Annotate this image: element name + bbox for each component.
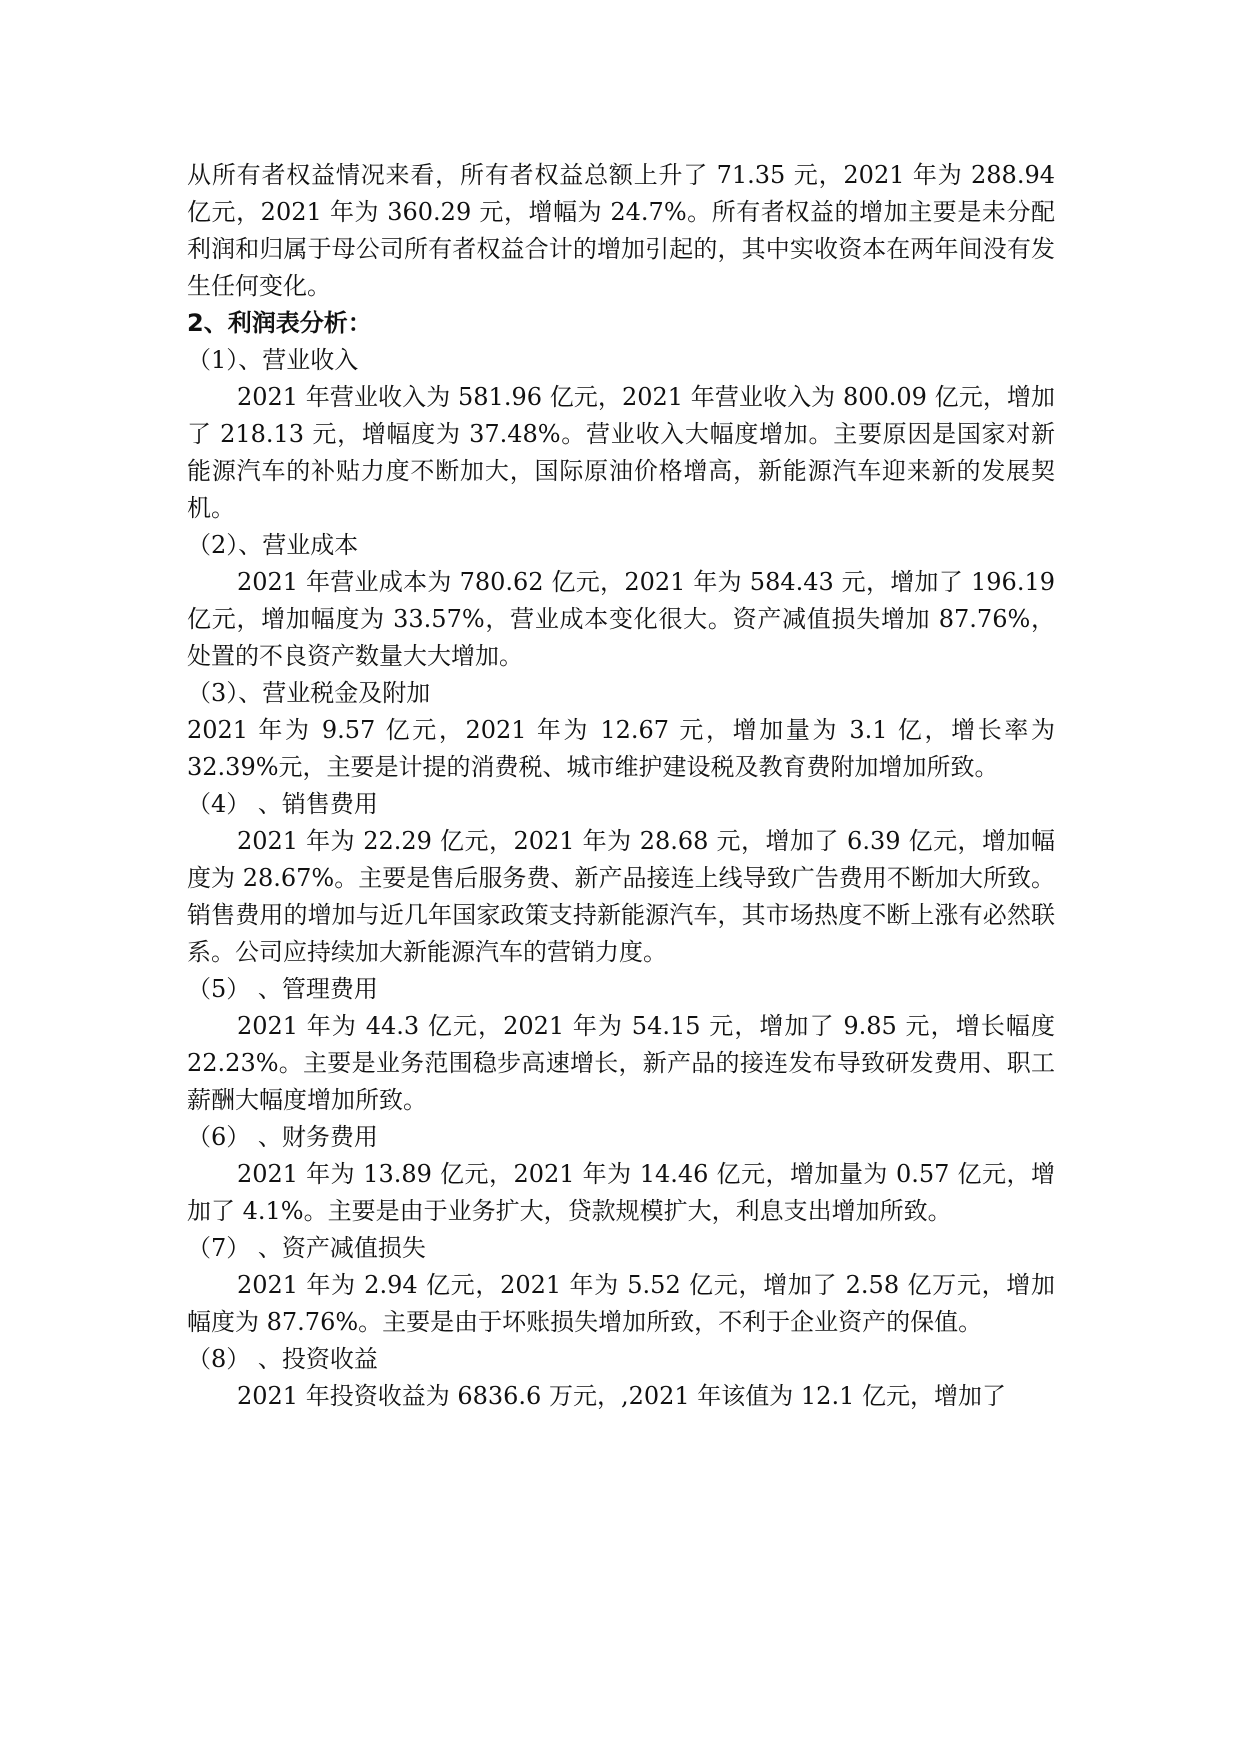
item-heading-7: （7） 、资产减值损失: [187, 1234, 426, 1262]
item-body-2: 2021 年营业成本为 780.62 亿元，2021 年为 584.43 元，增加了 196.19 亿元，增加幅度为 33.57%，营业成本变化很大。资产减值损失增加 87.76%，处置的不良资产数量大大增加。: [187, 568, 1055, 670]
item-heading-5: （5） 、管理费用: [187, 975, 378, 1003]
item-heading-4: （4） 、销售费用: [187, 790, 378, 818]
equity-paragraph: 从所有者权益情况来看，所有者权益总额上升了 71.35 元，2021 年为 288.94 亿元，2021 年为 360.29 元，增幅为 24.7%。所有者权益的增加主要是未分配利润和归属于母公司所有者权益合计的增加引起的，其中实收资本在两年间没有发生任何变化。: [187, 161, 1055, 300]
section-title: 2、利润表分析：: [187, 309, 372, 337]
item-heading-2: （2）、营业成本: [187, 531, 359, 559]
item-heading-3: （3）、营业税金及附加: [187, 679, 431, 707]
item-body-8: 2021 年投资收益为 6836.6 万元，,2021 年该值为 12.1 亿元，增加了: [237, 1382, 1006, 1410]
item-body-1: 2021 年营业收入为 581.96 亿元，2021 年营业收入为 800.09 亿元，增加了 218.13 元，增幅度为 37.48%。营业收入大幅度增加。主要原因是国家对新能源汽车的补贴力度不断加大，国际原油价格增高，新能源汽车迎来新的发展契机。: [187, 383, 1055, 522]
item-body-6: 2021 年为 13.89 亿元，2021 年为 14.46 亿元，增加量为 0.57 亿元，增加了 4.1%。主要是由于业务扩大，贷款规模扩大，利息支出增加所致。: [187, 1160, 1055, 1225]
item-body-4: 2021 年为 22.29 亿元，2021 年为 28.68 元，增加了 6.39 亿元，增加幅度为 28.67%。主要是售后服务费、新产品接连上线导致广告费用不断加大所致。销售费用的增加与近几年国家政策支持新能源汽车，其市场热度不断上涨有必然联系。公司应持续加大新能源汽车的营销力度。: [187, 827, 1055, 966]
item-body-3: 2021 年为 9.57 亿元，2021 年为 12.67 元，增加量为 3.1 亿，增长率为 32.39%元，主要是计提的消费税、城市维护建设税及教育费附加增加所致。: [187, 716, 1055, 781]
item-body-7: 2021 年为 2.94 亿元，2021 年为 5.52 亿元，增加了 2.58 亿万元，增加幅度为 87.76%。主要是由于坏账损失增加所致，不利于企业资产的保值。: [187, 1271, 1055, 1336]
item-heading-6: （6） 、财务费用: [187, 1123, 378, 1151]
page-content: [187, 157, 1055, 1415]
item-heading-8: （8） 、投资收益: [187, 1345, 378, 1373]
item-body-5: 2021 年为 44.3 亿元，2021 年为 54.15 元，增加了 9.85 元，增长幅度 22.23%。主要是业务范围稳步高速增长，新产品的接连发布导致研发费用、职工薪酬大幅度增加所致。: [187, 1012, 1055, 1114]
item-heading-1: （1）、营业收入: [187, 346, 359, 374]
